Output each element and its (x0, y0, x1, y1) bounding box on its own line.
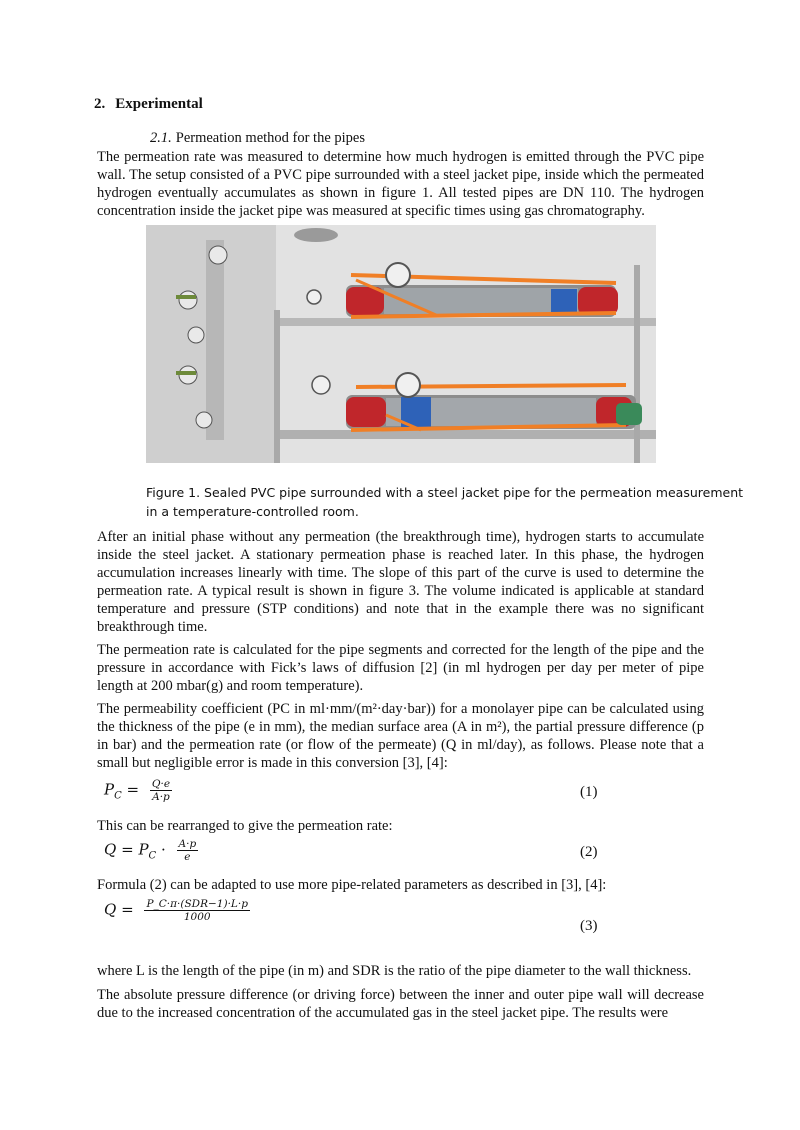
equation-2: $Q = P_C$ · $\frac{A\cdot p}{e}$ (104, 838, 197, 863)
subsection-number: 2.1. (150, 130, 172, 146)
section-title: Experimental (115, 96, 203, 112)
paragraph-permeability: The permeability coefficient (PC in ml·mm/(m²·day·bar)) for a monolayer pipe can be calculated using the thickness of the pipe (e in mm), the median surface area (A in m²), the partial pressure difference (p in bar) and the permeation rate (or flow of the permeate) (Q in ml/day), as follows. Please note that a small but negligible error is made in this conversion [3], [4]: (97, 701, 704, 771)
figure-photo (146, 225, 656, 463)
section-number: 2. (94, 96, 106, 112)
paragraph-rearrange: This can be rearranged to give the permeation rate: (97, 818, 393, 834)
equation-2-label: (2) (580, 844, 598, 860)
equation-2-fraction: $\frac{A\cdot p}{e}$ (178, 838, 197, 863)
equation-3: Q = $\frac{\text{P\_C·π·(SDR−1)·L·p}}{1000}$ (104, 898, 248, 923)
subsection-title: Permeation method for the pipes (175, 130, 366, 146)
equation-3-fraction: $\frac{\text{P\_C·π·(SDR−1)·L·p}}{1000}$ (146, 898, 248, 923)
equation-3-label: (3) (580, 918, 598, 934)
equation-1-fraction: $\frac{Q\cdot e}{A\cdot p}$ (151, 778, 171, 803)
paragraph-intro: The permeation rate was measured to determine how much hydrogen is emitted through the PVC pipe wall. The setup consisted of a PVC pipe surrounded with a steel jacket pipe, inside which the permeated hydrogen eventually accumulates as shown in figure 1. All tested pipes are DN 110. The hydrogen concentration inside the jacket pipe was measured at specific times using gas chromatography. (97, 149, 704, 219)
paragraph-pressure: The absolute pressure difference (or driving force) between the inner and outer pipe wall will decrease due to the increased concentration of the accumulated gas in the steel jacket pipe. The results were (97, 987, 704, 1021)
section-heading (94, 96, 203, 113)
paragraph-breakthrough: After an initial phase without any permeation (the breakthrough time), hydrogen starts to accumulate inside the steel jacket. A stationary permeation phase is reached later. In this phase, the hydrogen accumulation increases linearly with time. The slope of this part of the curve is used to determine the permeation rate. A typical result is shown in figure 3. The volume indicated is applicable at standard temperature and pressure (STP conditions) and note that in the example there was no significant breakthrough time. (97, 529, 704, 635)
equation-1: $P_C$ = $\frac{Q\cdot e}{A\cdot p}$ (104, 778, 171, 803)
paragraph-formula-adapt: Formula (2) can be adapted to use more pipe-related parameters as described in [3], [4]: (97, 877, 607, 893)
permeation-setup-image (146, 225, 656, 463)
equation-1-label: (1) (580, 784, 598, 800)
subsection-heading (150, 130, 365, 147)
paragraph-fick: The permeation rate is calculated for the pipe segments and corrected for the length of the pipe and the pressure in accordance with Fick’s laws of diffusion [2] (in ml hydrogen per day per meter of pipe length at 200 mbar(g) and room temperature). (97, 642, 704, 694)
figure-caption: Figure 1. Sealed PVC pipe surrounded with a steel jacket pipe for the permeation measurement in a temperature-controlled room. (146, 485, 744, 519)
paragraph-where: where L is the length of the pipe (in m) and SDR is the ratio of the pipe diameter to the wall thickness. (97, 963, 692, 979)
